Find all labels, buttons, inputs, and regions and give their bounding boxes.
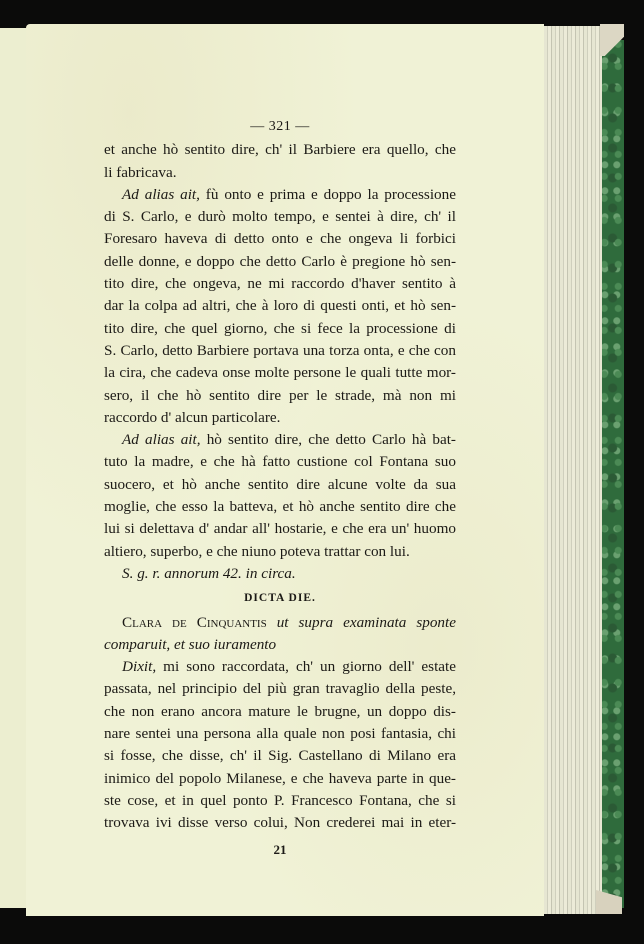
text-line (104, 612, 456, 634)
text-line: trovava ivi disse verso colui, Non crederei mai in eter- (104, 814, 456, 832)
closing-formula: S. g. r. annorum 42. in circa. (122, 564, 296, 582)
text-line: suocero, et hò anche sentito dire alcune volte da sua (104, 475, 456, 493)
ad-alias-lead: Ad alias ait, (122, 185, 200, 203)
text-line: che non erano ancora mature le brugne, un doppo dis- (104, 702, 456, 720)
text-line: di S. Carlo, e durò molto tempo, e sentei à dire, ch' il (104, 208, 456, 226)
text-fragment: hò sentito dire, che detto Carlo hà bat- (200, 431, 456, 449)
book-cover-board (600, 40, 624, 908)
text-line (104, 656, 456, 678)
fore-edge-pages (544, 26, 602, 914)
text-fragment: fù onto e prima e doppo la processione (199, 185, 456, 203)
paragraph-4 (104, 656, 456, 834)
dixit-lead: Dixit, (122, 658, 157, 676)
text-line: tito dire, che ongeva, ne mi raccordo d'haver sentito à (104, 275, 456, 293)
paragraph-2 (104, 184, 456, 429)
text-line: inimico del popolo Milanese, e che haveva parte in que- (104, 769, 456, 787)
text-line: li fabricava. (104, 163, 177, 181)
paragraph-1 (104, 139, 456, 184)
text-line: comparuit, et suo iuramento (104, 635, 277, 653)
text-line: sero, il che hò sentito dire per le strade, mà non mi (104, 386, 456, 404)
text-line (104, 184, 456, 206)
text-line: S. Carlo, detto Barbiere portava una torza onta, e che con (104, 341, 456, 359)
page-number-header: — 321 — (250, 119, 310, 134)
page-text (104, 116, 456, 861)
text-line: altiero, superbo, e che niuno poteva trattar con lui. (104, 542, 410, 560)
text-line: nare sentei una persona alla quale non posi fantasia, chi (104, 725, 456, 743)
text-line: et anche hò sentito dire, ch' il Barbiere era quello, che (104, 141, 456, 159)
text-line: ste cose, et in quel ponto P. Francesco Fontana, che si (104, 791, 456, 809)
signature-mark: 21 (273, 841, 287, 857)
text-line: delle donne, e doppo che detto Carlo è pregione hò sen- (104, 252, 456, 270)
ad-alias-lead: Ad alias ait, (122, 431, 201, 449)
section-heading: DICTA DIE. (244, 592, 316, 605)
text-line: si fosse, che disse, ch' il Sig. Castellano di Milano era (104, 747, 456, 765)
text-line: raccordo d' alcun particolare. (104, 408, 281, 426)
text-line: la cira, che cadeva onse molte persone le quali tutte mor- (104, 364, 456, 382)
text-line: dar la colpa ad altri, che à loro di questi onti, et hò sen- (104, 297, 456, 315)
text-line: lui si delettava d' andar all' hostarie, e che era un' huomo (104, 520, 456, 538)
text-line (104, 429, 456, 451)
text-line: tito dire, che quel giorno, che si fece la processione di (104, 319, 456, 337)
text-fragment: mi sono raccordata, ch' un giorno dell' estate (156, 658, 456, 676)
previous-page-edge (0, 28, 28, 908)
text-line: passata, nel principio del più gran travaglio della peste, (104, 680, 456, 698)
witness-name: Clara de Cinquantis (122, 613, 267, 631)
paragraph-3 (104, 429, 456, 563)
text-line: moglie, che esso la batteva, et hò anche sentito dire che (104, 498, 456, 516)
text-fragment: ut supra examinata sponte (266, 613, 456, 631)
text-line: tuto la madre, e che hà fatto custione col Fontana suo (104, 453, 456, 471)
text-line: Foresaro haveva di detto onto e che ongeva li forbici (104, 230, 456, 248)
witness-intro (104, 612, 456, 657)
